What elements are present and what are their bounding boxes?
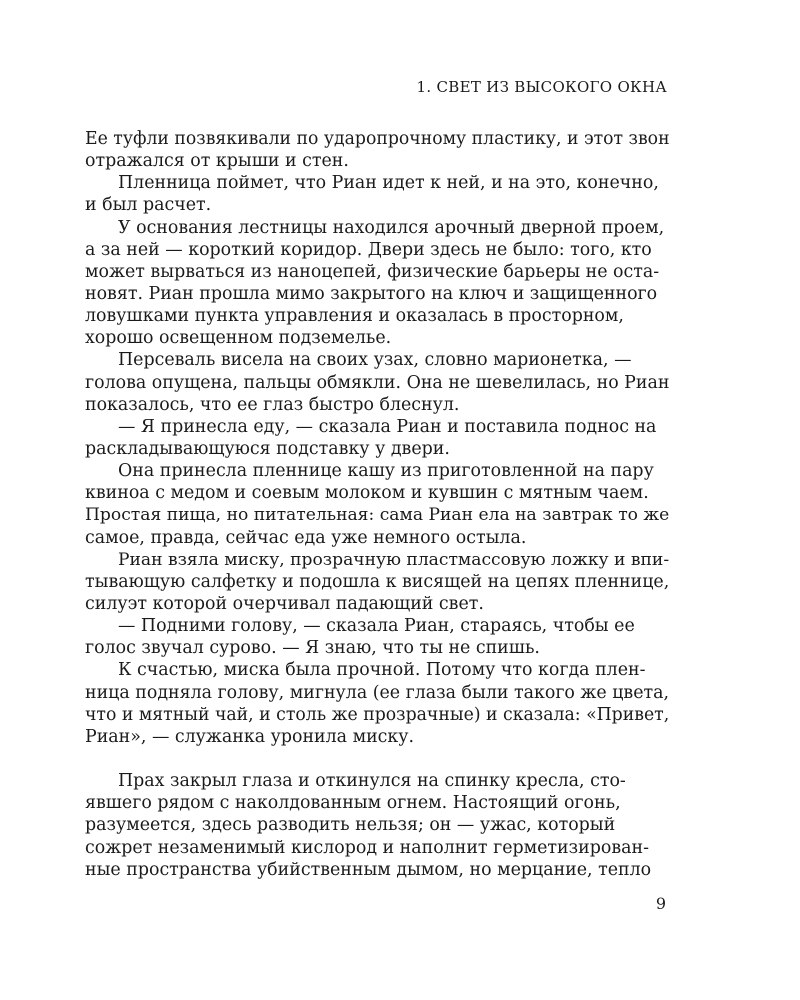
text-line: и был расчет.	[85, 195, 212, 216]
text-line: квиноа с медом и соевым молоком и кувшин с мятным чаем.	[85, 483, 649, 504]
text-line: новят. Риан прошла мимо закрытого на ключ и защищенного	[85, 283, 658, 304]
text-line: явшего рядом с наколдованным огнем. Настоящий огонь,	[85, 793, 621, 814]
text-line: голова опущена, пальцы обмякли. Она не шевелилась, но Риан	[85, 372, 670, 393]
text-line: Она принесла пленнице кашу из приготовленной на пару	[118, 461, 654, 482]
running-head-chapter-title: 1. СВЕТ ИЗ ВЫСОКОГО ОКНА	[416, 78, 667, 96]
text-line: что и мятный чай, и столь же прозрачные) и сказала: «Привет,	[85, 704, 670, 725]
text-line: разумеется, здесь разводить нельзя; он — ужас, который	[85, 815, 616, 836]
text-line: тывающую салфетку и подошла к висящей на цепях пленнице,	[85, 571, 670, 592]
page-number: 9	[655, 894, 666, 913]
text-line: — Я принесла еду, — сказала Риан и поставила поднос на	[118, 416, 657, 437]
text-line: Простая пища, но питательная: сама Риан ела на завтрак то же	[85, 505, 670, 526]
text-line: отражался от крыши и стен.	[85, 151, 349, 172]
text-line: — Подними голову, — сказала Риан, стараясь, чтобы ее	[118, 616, 635, 637]
text-line: Риан взяла миску, прозрачную пластмассовую ложку и впи-	[118, 549, 670, 570]
text-line: Пленница поймет, что Риан идет к ней, и на это, конечно,	[118, 173, 659, 194]
text-line: самое, правда, сейчас еда уже немного остыла.	[85, 527, 527, 548]
text-line: голос звучал сурово. — Я знаю, что ты не спишь.	[85, 638, 540, 659]
text-line: К счастью, миска была прочной. Потому что когда плен-	[118, 660, 646, 681]
text-line: может вырваться из наноцепей, физические барьеры не оста-	[85, 261, 660, 282]
section-break	[85, 748, 669, 770]
body-text	[85, 128, 669, 881]
text-line: хорошо освещенном подземелье.	[85, 328, 392, 349]
text-line: ница подняла голову, мигнула (ее глаза были такого же цвета,	[85, 682, 670, 703]
text-line: Риан», — служанка уронила миску.	[85, 726, 415, 747]
text-line: Ее туфли позвякивали по ударопрочному пластику, и этот звон	[85, 129, 670, 149]
text-line: а за ней — короткий коридор. Двери здесь не было: того, кто	[85, 239, 652, 260]
text-line: У основания лестницы находился арочный дверной проем,	[118, 217, 665, 238]
text-line: показалось, что ее глаз быстро блеснул.	[85, 394, 460, 415]
text-line: Персеваль висела на своих узах, словно марионетка, —	[118, 350, 632, 371]
text-line: сожрет незаменимый кислород и наполнит герметизирован-	[85, 837, 649, 858]
text-line: силуэт которой очерчивал падающий свет.	[85, 593, 484, 614]
text-line: ловушками пункта управления и оказалась в просторном,	[85, 306, 624, 327]
text-line: Прах закрыл глаза и откинулся на спинку кресла, сто-	[118, 771, 626, 792]
text-line: раскладывающуюся подставку у двери.	[85, 438, 450, 459]
text-line: ные пространства убийственным дымом, но мерцание, тепло	[85, 859, 652, 880]
